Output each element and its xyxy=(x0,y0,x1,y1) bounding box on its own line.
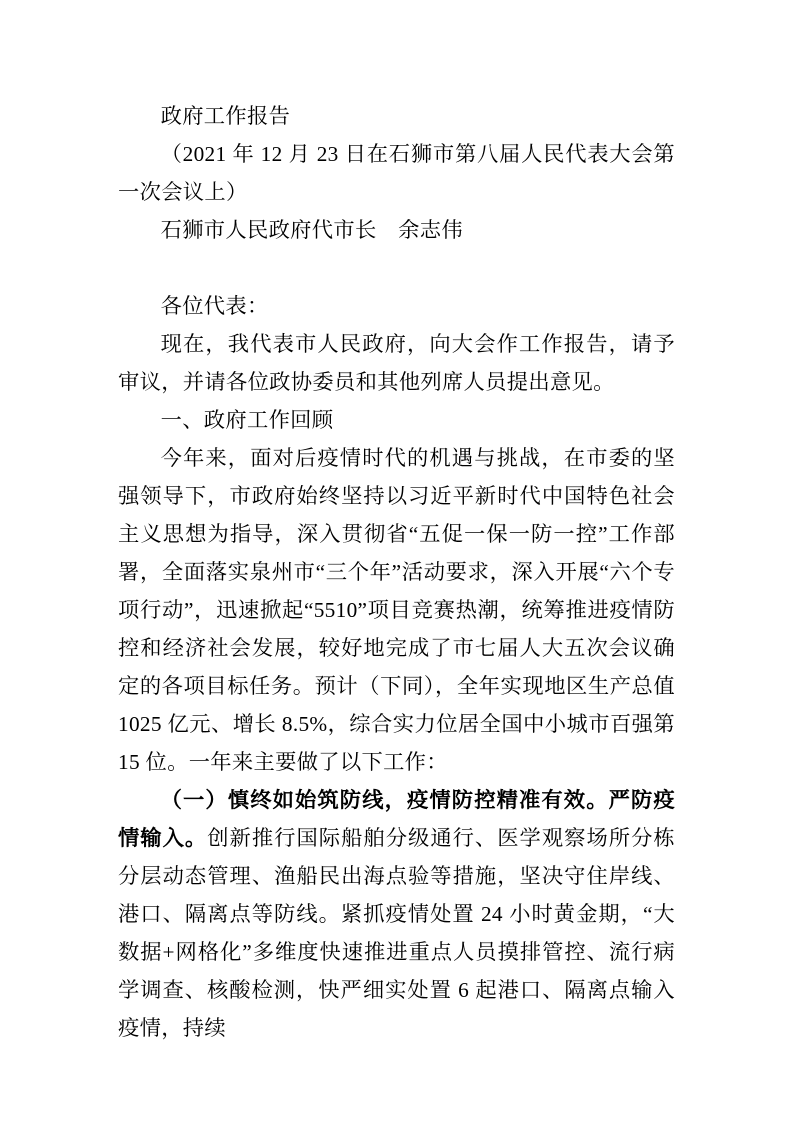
report-title xyxy=(118,97,675,135)
text-run: 今年来，面对后疫情时代的机遇与挑战，在市委的坚强领导下，市政府始终坚持以习近平新时代中国特色社会主义思想为指导，深入贯彻省“五促一保一防一控”工作部署，全面落实泉州市“三个年”活动要求，深入开展“六个专项行动”，迅速掀起“5510”项目竞赛热潮，统筹推进疫情防控和经济社会发展，较好地完成了市七届人大五次会议确定的各项目标任务。预计（下同），全年实现地区生产总值 1025 亿元、增长 8.5%，综合实力位居全国中小城市百强第 15 位。一年来主要做了以下工作： xyxy=(118,446,675,774)
salutation xyxy=(118,287,675,325)
blank-line xyxy=(118,249,675,287)
text-run: 现在，我代表市人民政府，向大会作工作报告，请予审议，并请各位政协委员和其他列席人员提出意见。 xyxy=(118,332,675,394)
section-heading-1 xyxy=(118,401,675,439)
text-run: 各位代表： xyxy=(160,294,269,318)
text-run: 石狮市人民政府代市长 余志伟 xyxy=(160,218,463,242)
subsection-1-paragraph xyxy=(118,781,675,1047)
text-run: 一、政府工作回顾 xyxy=(160,408,334,432)
document-content xyxy=(118,97,675,1047)
report-subtitle xyxy=(118,135,675,211)
intro-paragraph xyxy=(118,325,675,401)
review-overview-paragraph xyxy=(118,439,675,781)
text-run: 创新推行国际船舶分级通行、医学观察场所分栋分层动态管理、渔船民出海点验等措施，坚决守住岸线、港口、隔离点等防线。紧抓疫情处置 24 小时黄金期，“大数据+网格化”多维度快速推进重点人员摸排管控、流行病学调查、核酸检测，快严细实处置 6 起港口、隔离点输入疫情，持续 xyxy=(118,826,675,1040)
text-run: （2021 年 12 月 23 日在石狮市第八届人民代表大会第一次会议上） xyxy=(118,142,675,204)
report-speaker xyxy=(118,211,675,249)
bold-text-run: （一）慎终如始筑防线，疫情防控精准有效。严防疫情输入。 xyxy=(118,788,675,850)
text-run: 政府工作报告 xyxy=(160,104,291,128)
